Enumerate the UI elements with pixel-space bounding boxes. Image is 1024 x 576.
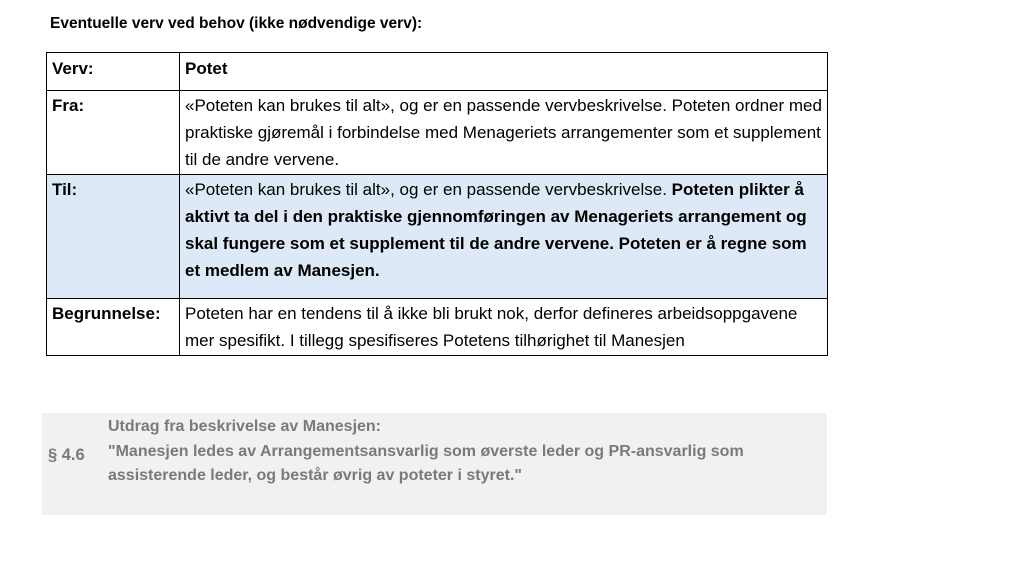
til-value-plain: «Poteten kan brukes til alt», og er en passende vervbeskrivelse. (185, 180, 672, 199)
quote-text: "Manesjen ledes av Arrangementsansvarlig som øverste leder og PR-ansvarlig som assisterende leder, og består øvrig av poteter i styret." (108, 442, 744, 484)
table-row-header (47, 53, 828, 91)
quote-title: Utdrag fra beskrivelse av Manesjen: (108, 418, 382, 435)
verv-table (46, 52, 828, 356)
til-value (180, 175, 828, 299)
til-label: Til: (47, 175, 180, 299)
fra-value: «Poteten kan brukes til alt», og er en passende vervbeskrivelse. Poteten ordner med praktiske gjøremål i forbindelse med Menageriets arrangementer som et supplement til de andre vervene. (180, 91, 828, 175)
quote-text-block (108, 415, 808, 489)
quote-box (42, 413, 827, 515)
table-row-begrunnelse (47, 299, 828, 356)
verv-value: Potet (180, 53, 828, 91)
fra-label: Fra: (47, 91, 180, 175)
table-row-fra (47, 91, 828, 175)
begrunnelse-label: Begrunnelse: (47, 299, 180, 356)
verv-label: Verv: (47, 53, 180, 91)
table-row-til (47, 175, 828, 299)
til-value-bold: Poteten plikter å aktivt ta del i den praktiske gjennomføringen av Menageriets arrangement og skal fungere som et supplement til de andre vervene. Poteten er å regne som et medlem av Manesjen. (185, 180, 807, 280)
begrunnelse-value: Poteten har en tendens til å ikke bli brukt nok, derfor defineres arbeidsoppgavene mer spesifikt. I tillegg spesifiseres Potetens tilhørighet til Manesjen (180, 299, 828, 356)
section-heading: Eventuelle verv ved behov (ikke nødvendige verv): (50, 15, 423, 32)
paragraph-number: § 4.6 (48, 446, 85, 464)
